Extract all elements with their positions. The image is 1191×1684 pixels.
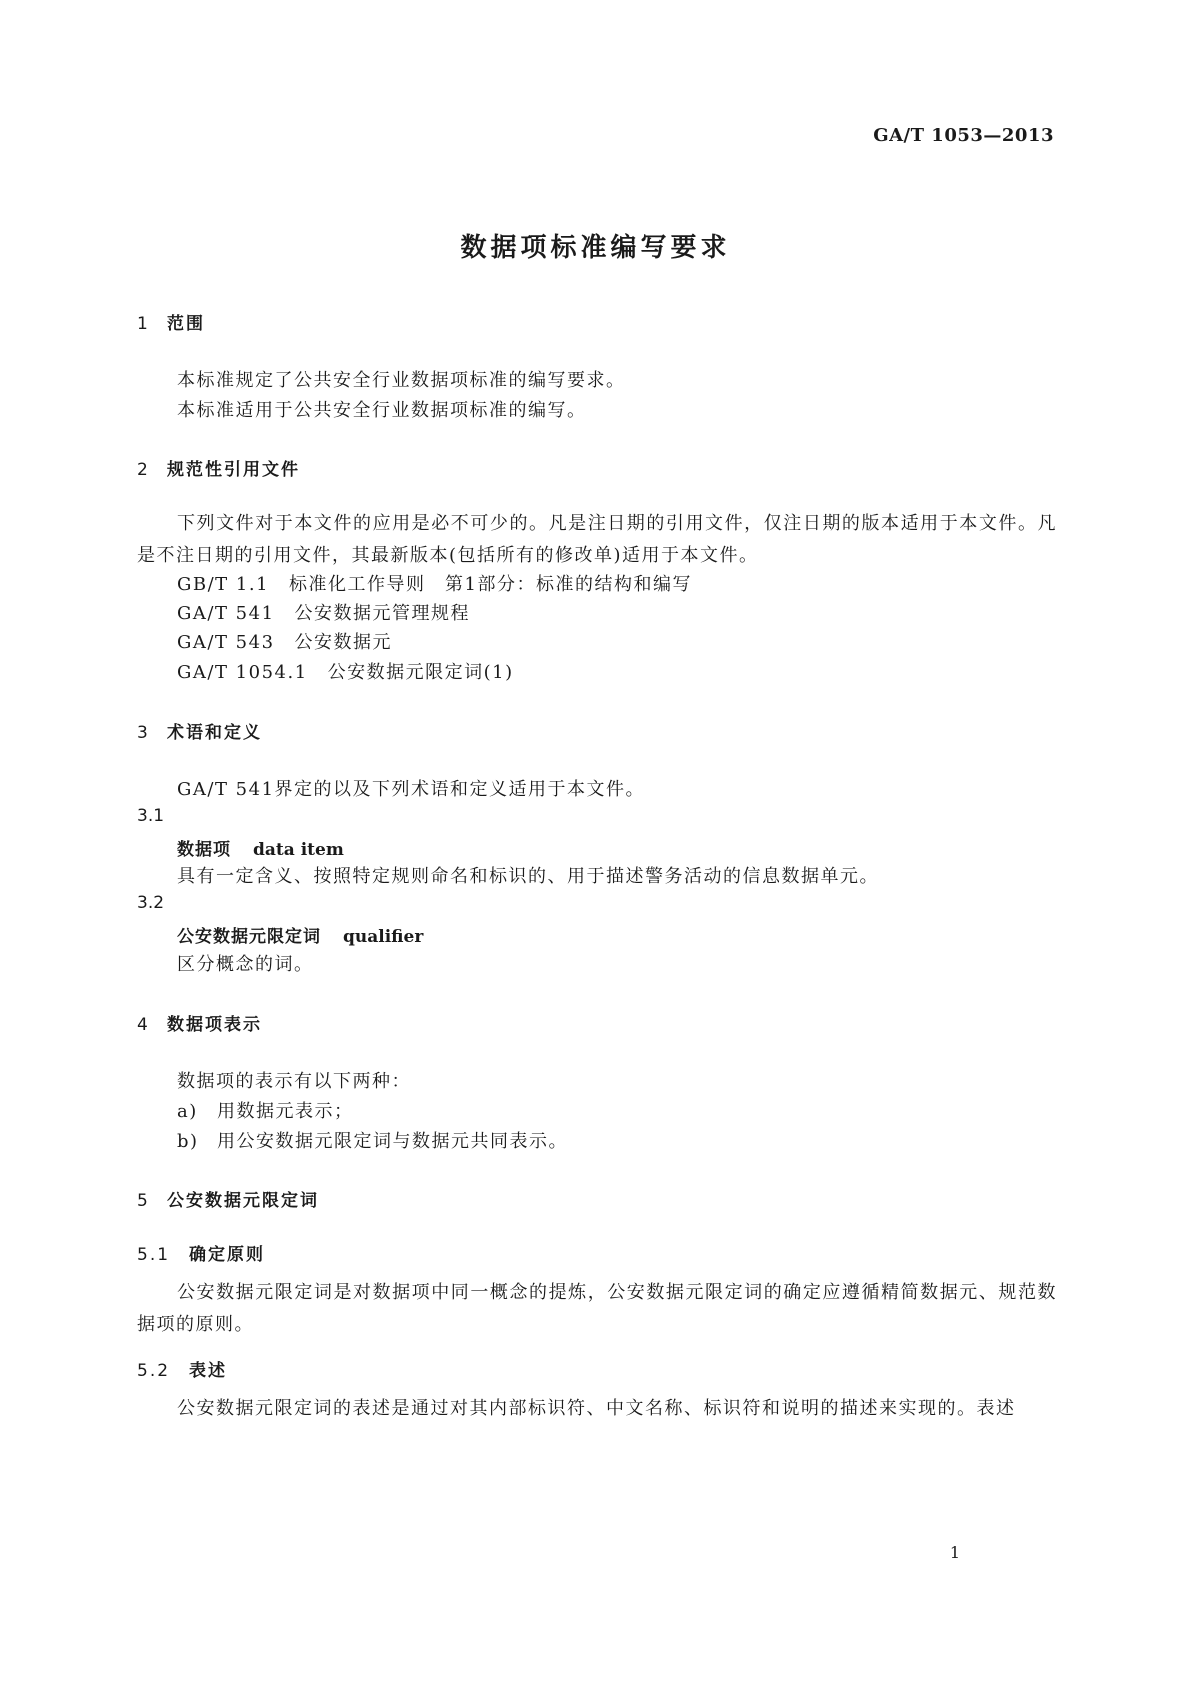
standard-code: GA/T 1053—2013 — [873, 125, 1054, 146]
section-title: 规范性引用文件 — [167, 460, 300, 480]
section-title: 术语和定义 — [167, 723, 262, 743]
term-english: data item — [253, 840, 344, 860]
page-number: 1 — [949, 1543, 960, 1562]
reference-title: 公安数据元管理规程 — [294, 603, 471, 624]
section-number: 5.1 — [137, 1245, 171, 1265]
section-number: 1 — [137, 314, 150, 334]
section-title: 确定原则 — [189, 1245, 265, 1265]
reference-title: 标准化工作导则 第1部分：标准的结构和编写 — [289, 574, 692, 595]
paragraph: 公安数据元限定词是对数据项中同一概念的提炼，公安数据元限定词的确定应遵循精简数据元、规范数据项的原则。 — [137, 1282, 1057, 1335]
reference-code: GB/T 1.1 — [177, 574, 270, 595]
subsection-5-2-heading — [137, 1356, 227, 1381]
term-number: 3.2 — [137, 893, 165, 913]
reference-item — [177, 599, 470, 625]
term-heading — [177, 835, 344, 860]
section-title: 表述 — [189, 1361, 227, 1381]
list-marker: b) — [177, 1131, 199, 1152]
reference-code: GA/T 541 — [177, 603, 275, 624]
term-definition: 具有一定含义、按照特定规则命名和标识的、用于描述警务活动的信息数据单元。 — [177, 866, 879, 887]
section-title: 公安数据元限定词 — [167, 1191, 319, 1211]
reference-code: GA/T 543 — [177, 632, 275, 653]
section-5-heading — [137, 1186, 319, 1211]
paragraph: 下列文件对于本文件的应用是必不可少的。凡是注日期的引用文件，仅注日期的版本适用于本文件。凡是不注日期的引用文件，其最新版本(包括所有的修改单)适用于本文件。 — [137, 513, 1057, 566]
term-chinese: 公安数据元限定词 — [177, 927, 321, 947]
reference-item — [177, 570, 692, 596]
term-english: qualifier — [343, 927, 424, 947]
section-number: 4 — [137, 1015, 150, 1035]
page-title: 数据项标准编写要求 — [460, 233, 731, 263]
reference-item — [177, 628, 392, 654]
section-title: 数据项表示 — [167, 1015, 262, 1035]
section-number: 3 — [137, 723, 150, 743]
paragraph: 本标准规定了公共安全行业数据项标准的编写要求。 — [177, 370, 626, 391]
term-heading — [177, 922, 423, 947]
list-item — [177, 1127, 568, 1153]
list-text: 用数据元表示； — [217, 1101, 354, 1122]
reference-title: 公安数据元限定词(1) — [327, 662, 514, 683]
paragraph: 公安数据元限定词的表述是通过对其内部标识符、中文名称、标识符和说明的描述来实现的。表述 — [177, 1398, 1016, 1419]
list-marker: a) — [177, 1101, 198, 1122]
paragraph: GA/T 541界定的以及下列术语和定义适用于本文件。 — [177, 779, 646, 800]
section-3-heading — [137, 718, 262, 743]
reference-title: 公安数据元 — [294, 632, 393, 653]
reference-item — [177, 658, 514, 684]
section-number: 5 — [137, 1191, 150, 1211]
section-number: 2 — [137, 460, 150, 480]
reference-code: GA/T 1054.1 — [177, 662, 308, 683]
section-title: 范围 — [167, 314, 205, 334]
section-1-heading — [137, 309, 205, 334]
section-2-heading — [137, 455, 300, 480]
term-definition: 区分概念的词。 — [177, 954, 314, 975]
section-number: 5.2 — [137, 1361, 171, 1381]
list-text: 用公安数据元限定词与数据元共同表示。 — [217, 1131, 568, 1152]
term-number: 3.1 — [137, 806, 165, 826]
list-item — [177, 1097, 354, 1123]
term-chinese: 数据项 — [177, 840, 231, 860]
section-4-heading — [137, 1010, 262, 1035]
paragraph: 本标准适用于公共安全行业数据项标准的编写。 — [177, 400, 587, 421]
subsection-5-1-heading — [137, 1240, 265, 1265]
paragraph: 数据项的表示有以下两种： — [177, 1071, 411, 1092]
